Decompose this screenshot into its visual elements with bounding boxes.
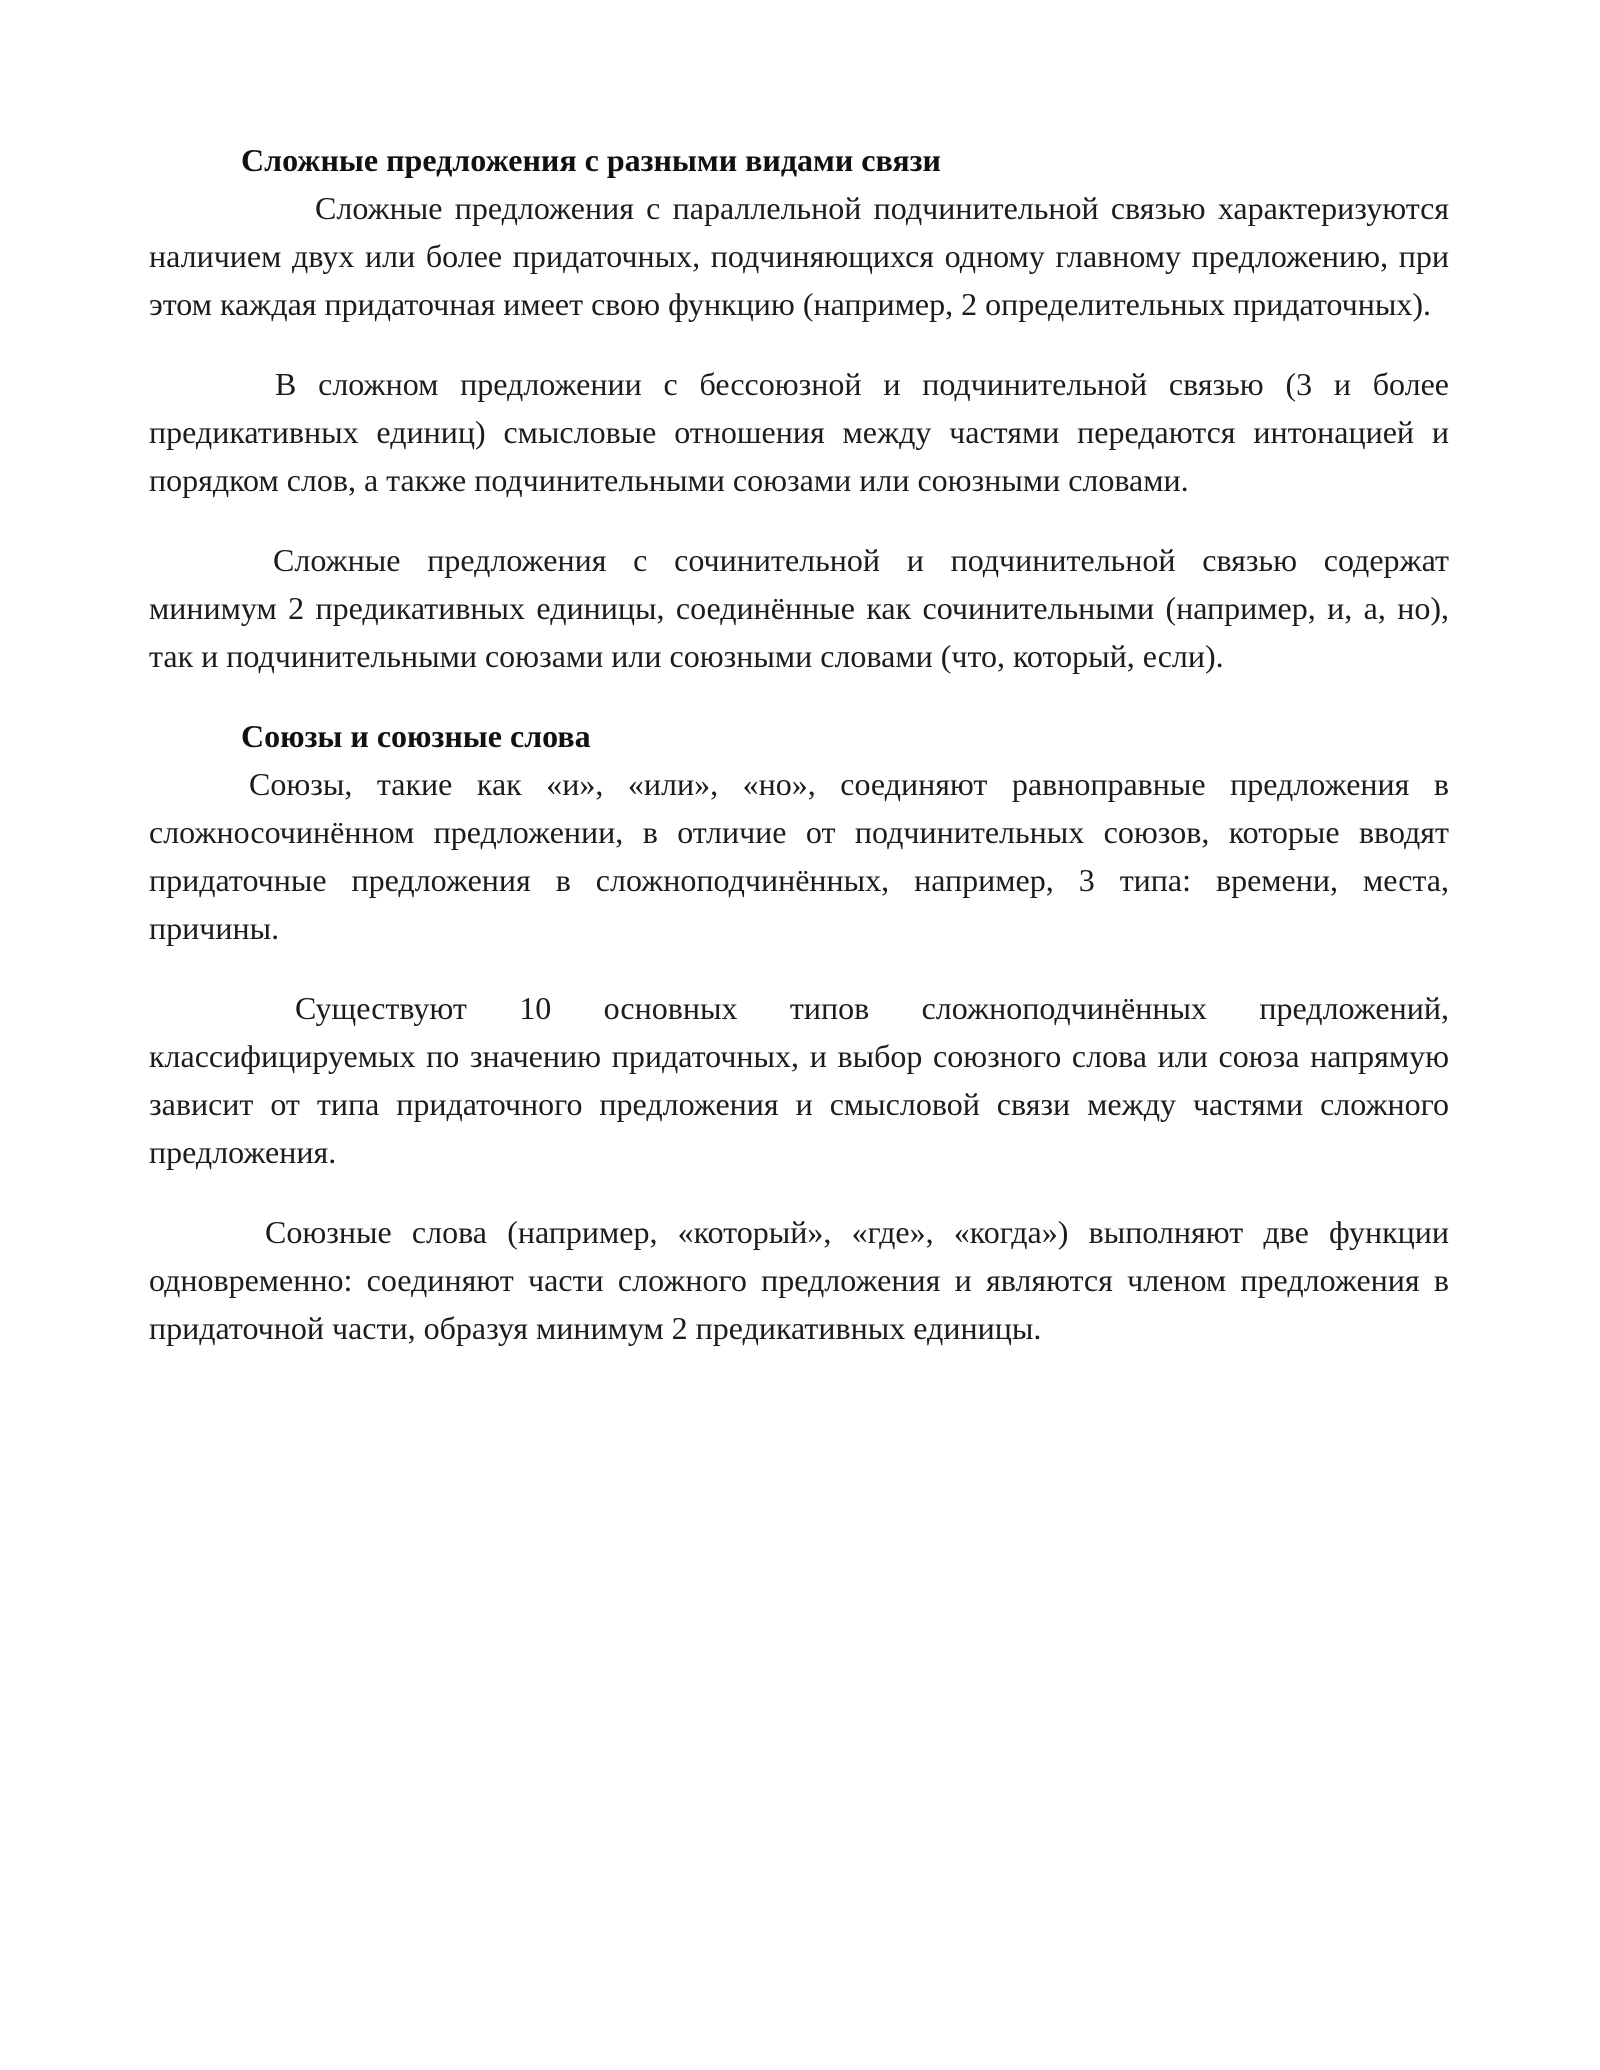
paragraph-conjunctive-words: Союзные слова (например, «который», «где», «когда») выполняют две функции одновременно: соединяют части сложного предложения и являются членом предложения в придаточной части, образуя минимум 2 предикативных единицы. — [149, 1214, 1449, 1346]
paragraph-conjunctions: Союзы, такие как «и», «или», «но», соединяют равноправные предложения в сложносочинённом предложении, в отличие от подчинительных союзов, которые вводят придаточные предложения в сложноподчинённых, например, 3 типа: времени, места, причины. — [149, 766, 1449, 946]
document-body — [149, 136, 1449, 1352]
paragraph-parallel-subordination: Сложные предложения с параллельной подчинительной связью характеризуются наличием двух или более придаточных, подчиняющихся одному главному предложению, при этом каждая придаточная имеет свою функцию (например, 2 определительных придаточных). — [149, 190, 1449, 322]
section-heading-conjunctions: Союзы и союзные слова — [241, 718, 591, 754]
paragraph-asyndetic-subordination: В сложном предложении с бессоюзной и подчинительной связью (3 и более предикативных единиц) смысловые отношения между частями передаются интонацией и порядком слов, а также подчинительными союзами или союзными словами. — [149, 366, 1449, 498]
section-heading-complex-sentences: Сложные предложения с разными видами связи — [241, 142, 941, 178]
paragraph-types-of-complex-sentences: Существуют 10 основных типов сложноподчинённых предложений, классифицируемых по значению придаточных, и выбор союзного слова или союза напрямую зависит от типа придаточного предложения и смысловой связи между частями сложного предложения. — [149, 990, 1449, 1170]
paragraph-coordinate-subordinate: Сложные предложения с сочинительной и подчинительной связью содержат минимум 2 предикативных единицы, соединённые как сочинительными (например, и, а, но), так и подчинительными союзами или союзными словами (что, который, если). — [149, 542, 1449, 674]
